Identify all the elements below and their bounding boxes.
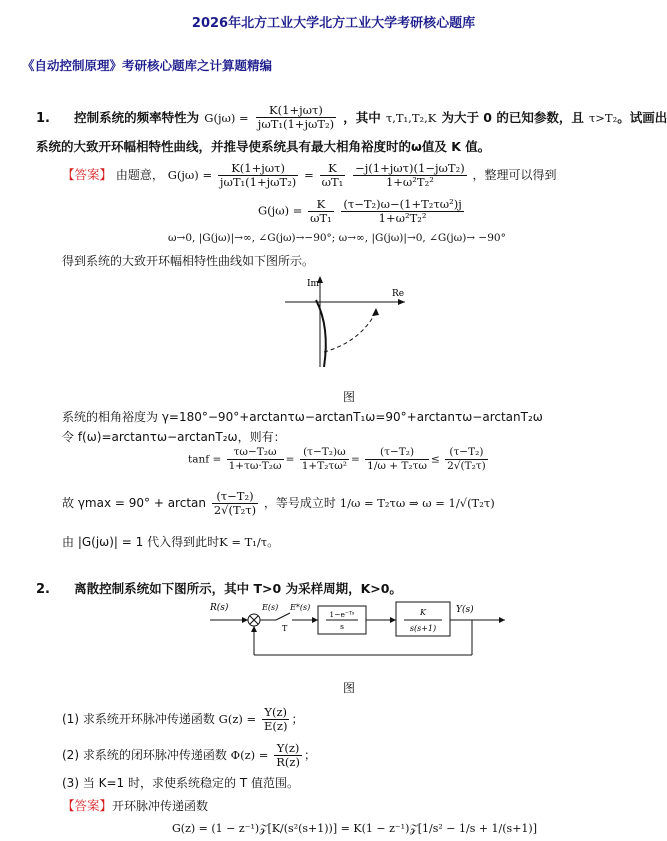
question-1-line2: 系统的大致开环幅相特性曲线，并推导使系统具有最大相角裕度时的ω值及 K 值。 bbox=[36, 139, 491, 154]
question-1-line1: 1. 控制系统的频率特性为 G(jω) = $\frac{\text{K(1+jωτ)}}{\text{jωT₁(1+jωT₂)}}$ ，其中 τ,T₁,T₂,K 为大于 0 的已知参数，且 τ>T₂。试画出 bbox=[36, 103, 667, 131]
part-1-line: (1) 求系统开环脉冲传递函数 G(z) = $\frac{Y(z)}{E(z)}$ ； bbox=[62, 705, 304, 733]
real-axis-arrow bbox=[398, 299, 405, 305]
figure-2-caption: 图 bbox=[343, 681, 356, 695]
svg-text:1−e⁻ᵀˢ: 1−e⁻ᵀˢ bbox=[329, 610, 355, 619]
phase-margin-line: 系统的相角裕度为 γ=180°−90°+arctanτω−arctanT₁ω=90°+arctanτω−arctanT₂ω bbox=[62, 410, 543, 424]
im-label: Im bbox=[307, 279, 320, 289]
section-subtitle: 《自动控制原理》考研核心题库之计算题精编 bbox=[22, 58, 273, 73]
svg-text:E*(s): E*(s) bbox=[290, 603, 311, 612]
svg-text:s: s bbox=[340, 622, 344, 631]
sampler-switch bbox=[276, 613, 290, 620]
tanf-equation: tanf = $\frac{\text{τω−T₂ω}}{\text{1+τω·T₂ω}}$ = $\frac{\text{(τ−T₂)ω}}{\text{1+T₂τω²}}$ = $\frac{\text{(τ−T₂)}}{\text{1/ω + T₂τω}}$ ≤ $\frac{\text{(τ−T₂)}}{\text{2√(T₂τ)}}$ bbox=[188, 446, 486, 472]
block-diagram bbox=[210, 600, 510, 670]
gamma-max-line: 故 γmax = 90° + arctan $\frac{\text{(τ−T₂)}}{\text{2√(T₂τ)}}$ ，等号成立时 1/ω = T₂τω ⇒ ω = 1/√(T₂τ) bbox=[62, 489, 495, 517]
re-label: Re bbox=[392, 289, 405, 299]
figure-1-caption: 图 bbox=[343, 390, 356, 404]
answer-1-line1: 【答案】 由题意， G(jω) = $\frac{\text{K(1+jωτ)}}{\text{jωT₁(1+jωT₂)}}$ = $\frac{K}{\text{ωT₁}}$ $\frac{\text{−j(1+jωτ)(1−jωT₂)}}{\text{1+ω²T₂²}}$ ，整理可以得到 bbox=[62, 161, 557, 189]
limit-line: ω→0, |G(jω)|→∞, ∠G(jω)→−90°; ω→∞, |G(jω)|→0, ∠G(jω)→ −90° bbox=[168, 232, 506, 244]
question-number: 2. bbox=[36, 582, 50, 597]
svg-text:s(s+1): s(s+1) bbox=[409, 624, 437, 633]
nyquist-plot bbox=[280, 272, 430, 372]
equation-2: G(jω) = $\frac{K}{\text{ωT₁}}$ $\frac{\text{(τ−T₂)ω−(1+T₂τω²)j}}{\text{1+ω²T₂²}}$ bbox=[258, 197, 462, 225]
question-2-line: 2. 离散控制系统如下图所示，其中 T>0 为采样周期，K>0。 bbox=[36, 581, 402, 597]
fraction: $\frac{\text{K(1+jωτ)}}{\text{jωT₁(1+jωT₂)}}$ bbox=[257, 103, 335, 131]
curve-dashed bbox=[324, 312, 376, 352]
svg-text:T: T bbox=[282, 624, 288, 633]
curve-solid bbox=[316, 300, 326, 367]
answer-tag: 【答案】 bbox=[62, 798, 113, 813]
page-title: 2026年北方工业大学北方工业大学考研核心题库 bbox=[191, 16, 476, 31]
question-number: 1. bbox=[36, 111, 50, 126]
answer-tag: 【答案】 bbox=[62, 167, 113, 182]
part-2-line: (2) 求系统的闭环脉冲传递函数 Φ(z) = $\frac{Y(z)}{R(z)}$ ； bbox=[62, 741, 316, 769]
output-label: Y(s) bbox=[456, 605, 474, 615]
svg-text:K: K bbox=[420, 608, 426, 617]
curve-text: 得到系统的大致开环幅相特性曲线如下图所示。 bbox=[62, 254, 315, 268]
answer-2-line: 【答案】开环脉冲传递函数 bbox=[62, 798, 209, 813]
part-3-line: (3) 当 K=1 时，求使系统稳定的 T 值范围。 bbox=[62, 776, 299, 790]
let-f-line: 令 f(ω)=arctanτω−arctanT₂ω，则有： bbox=[62, 430, 286, 444]
curve-arrow bbox=[372, 308, 379, 316]
k-line: 由 |G(jω)| = 1 代入得到此时K = T₁/τ。 bbox=[62, 535, 280, 549]
answer-2-equation: G(z) = (1 − z⁻¹)𝒵[K/(s²(s+1))] = K(1 − z⁻¹)𝒵[1/s² − 1/s + 1/(s+1)] bbox=[172, 822, 537, 835]
input-label: R(s) bbox=[210, 603, 229, 613]
svg-text:E(s): E(s) bbox=[262, 603, 279, 612]
